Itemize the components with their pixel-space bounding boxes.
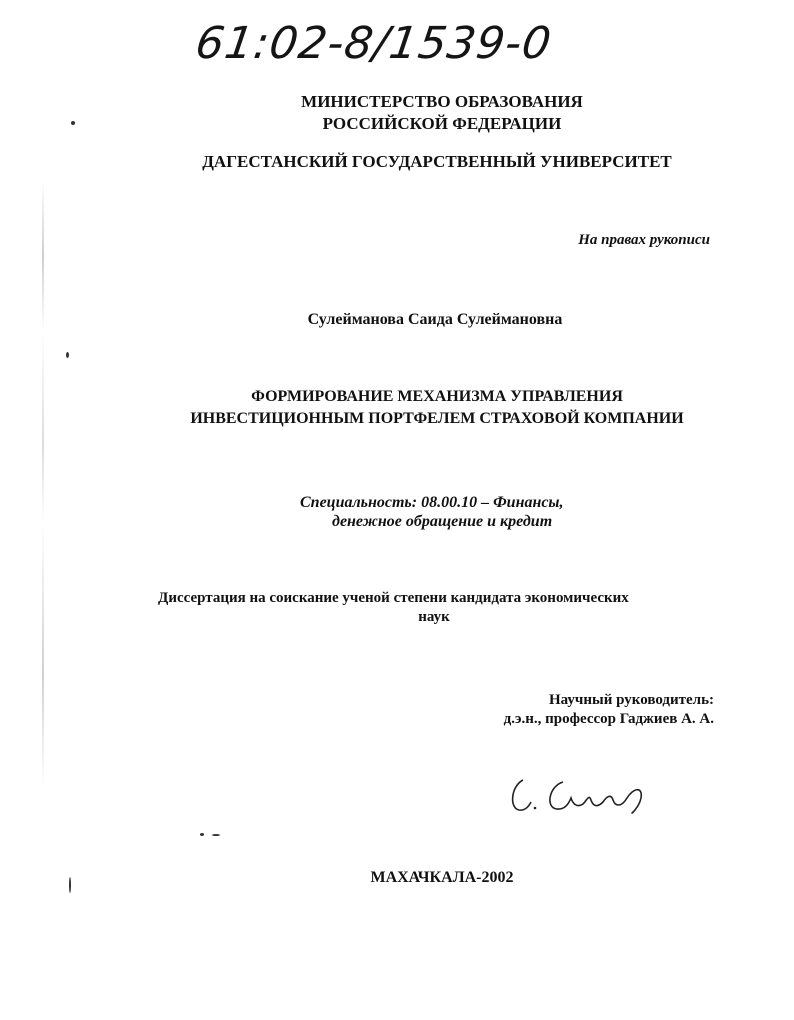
specialty-line-1: Специальность: 08.00.10 – Финансы, <box>300 494 564 511</box>
dissertation-line-2: наук <box>418 609 450 625</box>
archive-code-handwritten: 61:02-8/1539-0 <box>192 18 555 69</box>
scan-edge-artifact <box>42 180 44 940</box>
dissertation-line-1: Диссертация на соискание ученой степени кандидата экономических <box>158 590 629 606</box>
scan-speck <box>66 352 69 358</box>
handwritten-signature <box>505 768 655 818</box>
ministry-line-2: РОССИЙСКОЙ ФЕДЕРАЦИИ <box>322 114 562 133</box>
scan-speck <box>212 834 220 836</box>
supervisor-label: Научный руководитель: <box>549 692 714 708</box>
manuscript-rights-note: На правах рукописи <box>578 232 710 248</box>
author-name: Сулейманова Саида Сулеймановна <box>307 311 563 328</box>
thesis-title-line-1: ФОРМИРОВАНИЕ МЕХАНИЗМА УПРАВЛЕНИЯ <box>251 388 623 405</box>
ministry-line-1: МИНИСТЕРСТВО ОБРАЗОВАНИЯ <box>301 92 583 111</box>
scan-speck <box>200 833 204 836</box>
specialty-line-2: денежное обращение и кредит <box>332 513 553 530</box>
city-year: МАХАЧКАЛА-2002 <box>370 869 514 886</box>
thesis-title-line-2: ИНВЕСТИЦИОННЫМ ПОРТФЕЛЕМ СТРАХОВОЙ КОМПАНИИ <box>190 410 684 427</box>
supervisor-name: д.э.н., профессор Гаджиев А. А. <box>503 711 714 727</box>
university-name: ДАГЕСТАНСКИЙ ГОСУДАРСТВЕННЫЙ УНИВЕРСИТЕТ <box>202 152 672 171</box>
